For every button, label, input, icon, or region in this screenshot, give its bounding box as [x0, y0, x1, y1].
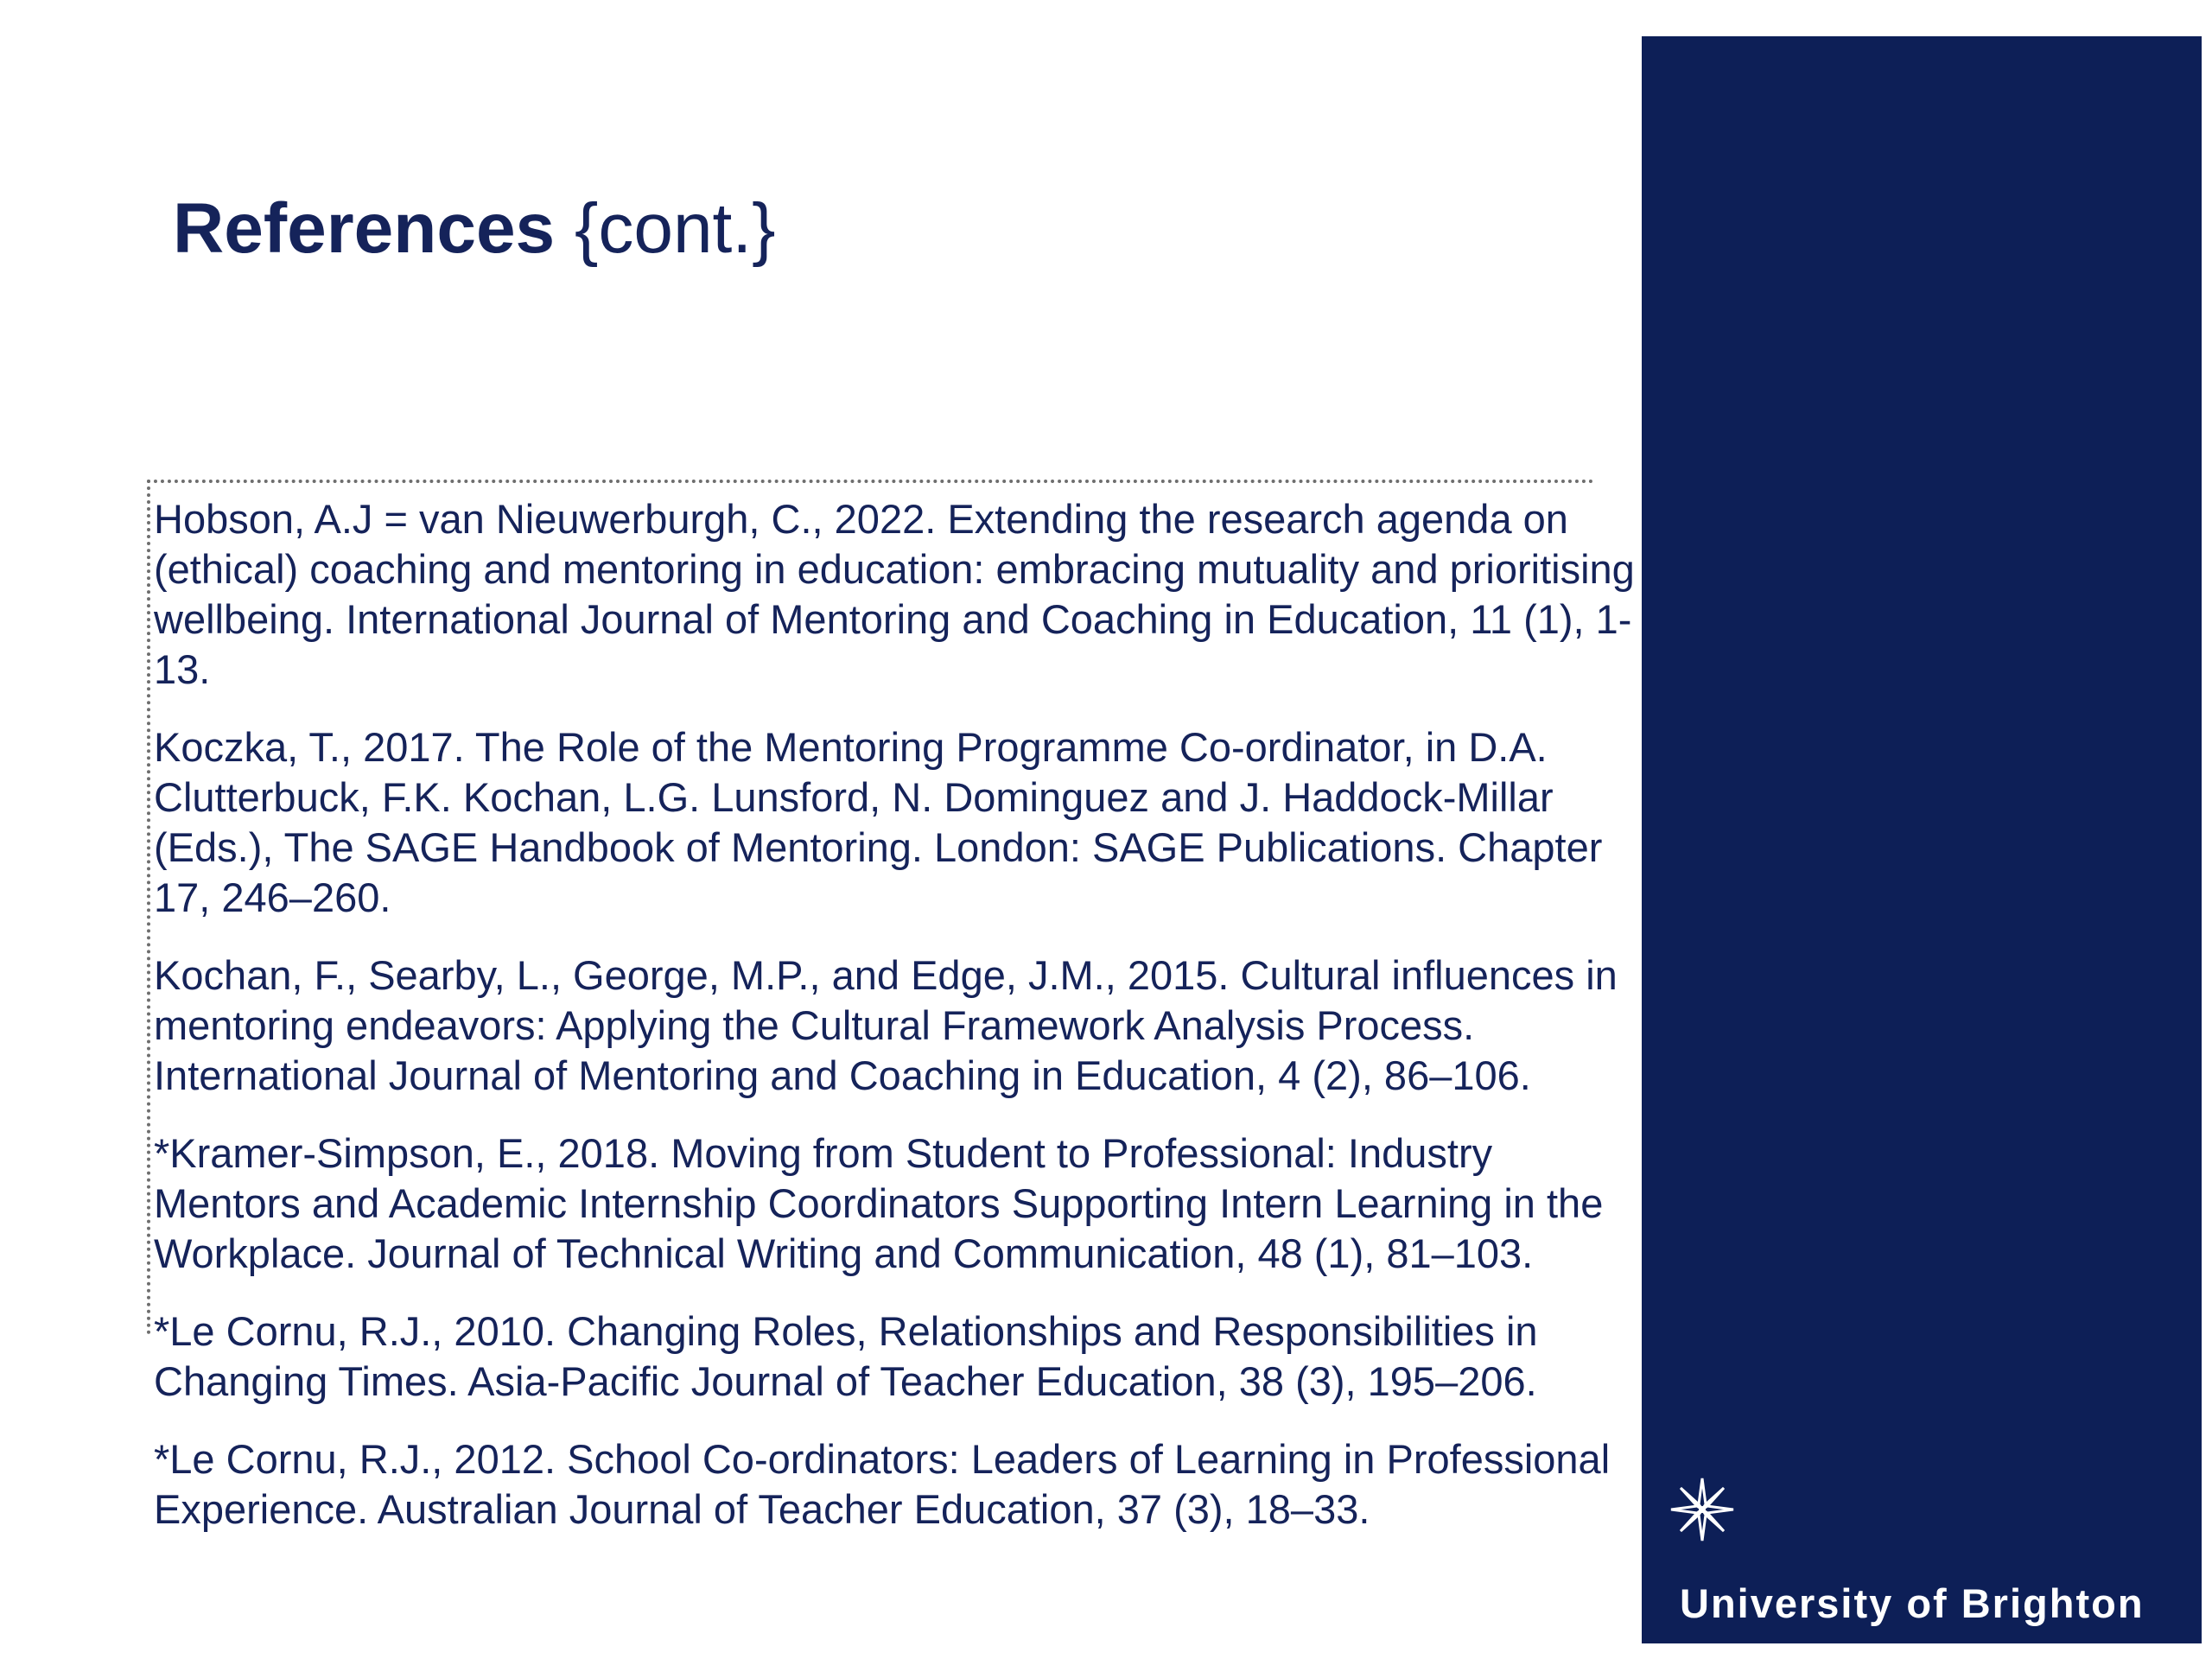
title-regular-part: {cont.} [574, 189, 776, 268]
brand-side-panel [1642, 36, 2202, 1643]
reference-item-kochan: Kochan, F., Searby, L., George, M.P., and Edge, J.M., 2015. Cultural influences in mentoring endeavors: Applying the Cultural Framework Analysis Process. International Journal of Mentoring and Coaching in Education, 4 (2), 86–106. [154, 952, 1618, 1098]
reference-item-koczka: Koczka, T., 2017. The Role of the Mentoring Programme Co-ordinator, in D.A. Clutterbuck, F.K. Kochan, L.G. Lunsford, N. Dominguez and J. Haddock-Millar (Eds.), The SAGE Handbook of Mentoring. London: SAGE Publications. Chapter 17, 246–260. [154, 724, 1603, 920]
compass-star-icon [1668, 1475, 1737, 1544]
slide-title [173, 181, 776, 276]
title-bold-part: References [173, 189, 556, 268]
reference-item-le-cornu-2012: *Le Cornu, R.J., 2012. School Co-ordinators: Leaders of Learning in Professional Experience. Australian Journal of Teacher Education, 37 (3), 18–33. [154, 1436, 1611, 1532]
university-name: University of Brighton [1680, 1580, 2145, 1626]
title-spacer [555, 189, 575, 268]
reference-item-hobson: Hobson, A.J = van Nieuwerburgh, C., 2022. Extending the research agenda on (ethical) coaching and mentoring in education: embracing mutuality and prioritising wellbeing. International Journal of Mentoring and Coaching in Education, 11 (1), 1-13. [154, 496, 1635, 692]
reference-item-le-cornu-2010: *Le Cornu, R.J., 2010. Changing Roles, Relationships and Responsibilities in Changing Times. Asia-Pacific Journal of Teacher Education, 38 (3), 195–206. [154, 1308, 1538, 1404]
reference-list [154, 494, 1649, 1562]
reference-item-kramer-simpson: *Kramer-Simpson, E., 2018. Moving from Student to Professional: Industry Mentors and Academic Internship Coordinators Supporting Intern Learning in the Workplace. Journal of Technical Writing and Communication, 48 (1), 81–103. [154, 1130, 1604, 1276]
